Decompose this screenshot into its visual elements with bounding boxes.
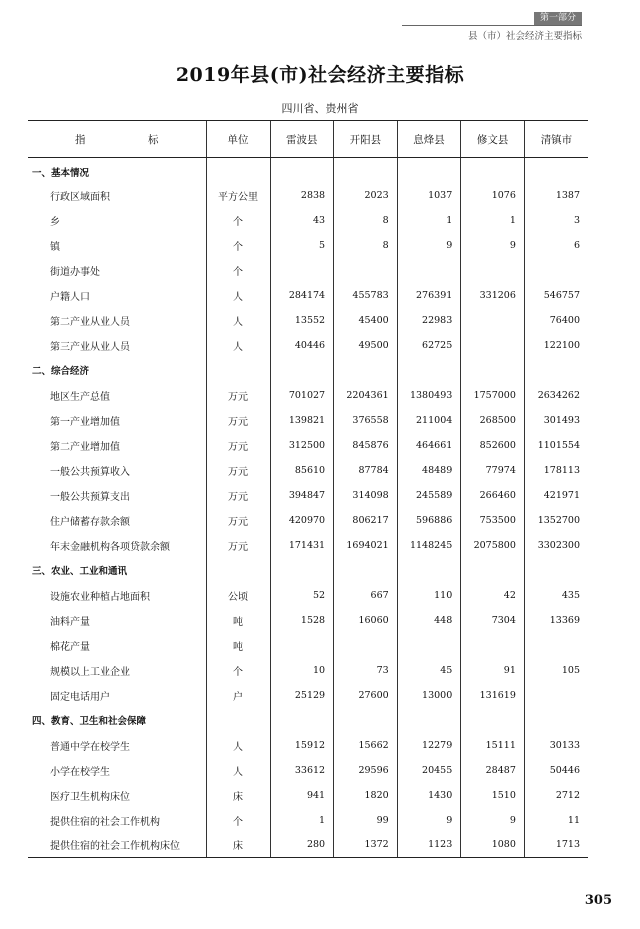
value-cell — [461, 633, 525, 658]
value-cell: 33612 — [270, 758, 334, 783]
value-cell: 7304 — [461, 608, 525, 633]
empty-cell — [461, 158, 525, 183]
value-cell: 13552 — [270, 308, 334, 333]
value-cell: 178113 — [524, 458, 588, 483]
empty-cell — [334, 158, 398, 183]
value-cell: 1430 — [397, 783, 461, 808]
value-cell: 1510 — [461, 783, 525, 808]
section-header-row — [28, 158, 588, 183]
table-row — [28, 658, 588, 683]
table-row — [28, 783, 588, 808]
indicator-name: 医疗卫生机构床位 — [50, 791, 130, 803]
value-cell — [270, 258, 334, 283]
column-header-county: 开阳县 — [334, 121, 398, 158]
table-row — [28, 683, 588, 708]
unit-cell: 床 — [206, 783, 270, 808]
value-cell: 52 — [270, 583, 334, 608]
value-cell: 5 — [270, 233, 334, 258]
value-cell — [334, 258, 398, 283]
empty-cell — [206, 158, 270, 183]
table-row — [28, 808, 588, 833]
unit-cell: 公顷 — [206, 583, 270, 608]
value-cell: 284174 — [270, 283, 334, 308]
empty-cell — [334, 558, 398, 583]
value-cell — [524, 683, 588, 708]
unit-cell: 人 — [206, 308, 270, 333]
value-cell — [524, 633, 588, 658]
value-cell: 27600 — [334, 683, 398, 708]
value-cell: 1123 — [397, 833, 461, 858]
value-cell: 376558 — [334, 408, 398, 433]
value-cell: 1 — [461, 208, 525, 233]
value-cell: 1 — [270, 808, 334, 833]
value-cell: 45 — [397, 658, 461, 683]
unit-cell: 人 — [206, 283, 270, 308]
column-header-unit: 单位 — [206, 121, 270, 158]
value-cell: 9 — [461, 233, 525, 258]
value-cell — [397, 633, 461, 658]
value-cell — [397, 258, 461, 283]
indicator-name: 提供住宿的社会工作机构床位 — [28, 833, 206, 858]
page-number: 305 — [584, 893, 612, 908]
unit-cell: 户 — [206, 683, 270, 708]
unit-cell: 人 — [206, 758, 270, 783]
section-heading: 四、教育、卫生和社会保障 — [32, 716, 147, 727]
value-cell: 845876 — [334, 433, 398, 458]
value-cell: 1080 — [461, 833, 525, 858]
value-cell: 701027 — [270, 383, 334, 408]
value-cell: 1372 — [334, 833, 398, 858]
value-cell — [461, 258, 525, 283]
indicator-name: 普通中学在校学生 — [50, 741, 130, 753]
empty-cell — [270, 358, 334, 383]
value-cell: 43 — [270, 208, 334, 233]
section-heading: 三、农业、工业和通讯 — [32, 566, 128, 577]
table-row — [28, 508, 588, 533]
empty-cell — [334, 358, 398, 383]
value-cell: 85610 — [270, 458, 334, 483]
empty-cell — [397, 358, 461, 383]
empty-cell — [397, 158, 461, 183]
value-cell — [461, 308, 525, 333]
value-cell: 806217 — [334, 508, 398, 533]
value-cell: 1820 — [334, 783, 398, 808]
value-cell: 280 — [270, 833, 334, 858]
indicator-name: 街道办事处 — [50, 266, 100, 278]
unit-cell: 万元 — [206, 458, 270, 483]
value-cell: 314098 — [334, 483, 398, 508]
value-cell: 421971 — [524, 483, 588, 508]
empty-cell — [461, 558, 525, 583]
value-cell: 455783 — [334, 283, 398, 308]
unit-cell: 万元 — [206, 408, 270, 433]
value-cell: 312500 — [270, 433, 334, 458]
value-cell: 420970 — [270, 508, 334, 533]
value-cell: 50446 — [524, 758, 588, 783]
value-cell: 2838 — [270, 183, 334, 208]
value-cell: 13369 — [524, 608, 588, 633]
indicator-name: 提供住宿的社会工作机构 — [50, 816, 160, 828]
value-cell: 45400 — [334, 308, 398, 333]
value-cell: 448 — [397, 608, 461, 633]
section-heading: 二、综合经济 — [32, 366, 90, 377]
value-cell: 435 — [524, 583, 588, 608]
value-cell: 2712 — [524, 783, 588, 808]
value-cell: 331206 — [461, 283, 525, 308]
unit-cell: 人 — [206, 333, 270, 358]
value-cell: 15662 — [334, 733, 398, 758]
value-cell: 29596 — [334, 758, 398, 783]
table-row — [28, 283, 588, 308]
table-row — [28, 333, 588, 358]
value-cell: 3302300 — [524, 533, 588, 558]
value-cell — [270, 633, 334, 658]
empty-cell — [524, 358, 588, 383]
value-cell: 1528 — [270, 608, 334, 633]
value-cell: 49500 — [334, 333, 398, 358]
empty-cell — [397, 708, 461, 733]
value-cell: 110 — [397, 583, 461, 608]
value-cell: 1101554 — [524, 433, 588, 458]
indicator-name: 第一产业增加值 — [50, 416, 120, 428]
column-header-county: 息烽县 — [397, 121, 461, 158]
section-header-row — [28, 708, 588, 733]
unit-cell: 个 — [206, 258, 270, 283]
value-cell: 91 — [461, 658, 525, 683]
empty-cell — [206, 358, 270, 383]
value-cell: 1380493 — [397, 383, 461, 408]
value-cell: 12279 — [397, 733, 461, 758]
indicator-name: 第二产业增加值 — [50, 441, 120, 453]
empty-cell — [524, 708, 588, 733]
value-cell: 87784 — [334, 458, 398, 483]
value-cell: 1352700 — [524, 508, 588, 533]
value-cell: 1037 — [397, 183, 461, 208]
value-cell: 1387 — [524, 183, 588, 208]
value-cell: 268500 — [461, 408, 525, 433]
table-row — [28, 483, 588, 508]
header-rule — [402, 25, 582, 26]
indicator-name: 第三产业从业人员 — [50, 341, 130, 353]
indicator-name: 设施农业种植占地面积 — [50, 591, 150, 603]
empty-cell — [206, 708, 270, 733]
value-cell: 276391 — [397, 283, 461, 308]
value-cell: 8 — [334, 208, 398, 233]
value-cell: 1713 — [524, 833, 588, 858]
value-cell — [334, 633, 398, 658]
table-row — [28, 433, 588, 458]
value-cell: 171431 — [270, 533, 334, 558]
value-cell: 464661 — [397, 433, 461, 458]
value-cell: 546757 — [524, 283, 588, 308]
value-cell: 941 — [270, 783, 334, 808]
table-body — [28, 158, 588, 858]
value-cell: 1148245 — [397, 533, 461, 558]
section-heading: 一、基本情况 — [32, 168, 90, 180]
section-header-row — [28, 558, 588, 583]
value-cell: 48489 — [397, 458, 461, 483]
value-cell: 2075800 — [461, 533, 525, 558]
table-row — [28, 458, 588, 483]
value-cell: 211004 — [397, 408, 461, 433]
indicator-name: 规模以上工业企业 — [50, 666, 130, 678]
value-cell: 122100 — [524, 333, 588, 358]
value-cell: 73 — [334, 658, 398, 683]
value-cell: 40446 — [270, 333, 334, 358]
table-row — [28, 758, 588, 783]
value-cell: 1694021 — [334, 533, 398, 558]
value-cell: 852600 — [461, 433, 525, 458]
running-section-title: 县（市）社会经济主要指标 — [467, 31, 582, 42]
indicator-name: 乡 — [50, 216, 60, 228]
unit-cell: 万元 — [206, 508, 270, 533]
unit-cell: 吨 — [206, 633, 270, 658]
empty-cell — [524, 558, 588, 583]
table-row — [28, 733, 588, 758]
value-cell: 77974 — [461, 458, 525, 483]
value-cell: 301493 — [524, 408, 588, 433]
section-header-row — [28, 358, 588, 383]
value-cell: 9 — [397, 808, 461, 833]
table-row — [28, 833, 588, 858]
value-cell: 99 — [334, 808, 398, 833]
value-cell: 16060 — [334, 608, 398, 633]
indicator-name: 棉花产量 — [50, 641, 90, 653]
table-row — [28, 258, 588, 283]
value-cell: 9 — [461, 808, 525, 833]
value-cell: 13000 — [397, 683, 461, 708]
unit-cell: 床 — [206, 833, 270, 858]
table-row — [28, 633, 588, 658]
unit-cell: 个 — [206, 208, 270, 233]
value-cell: 596886 — [397, 508, 461, 533]
value-cell: 20455 — [397, 758, 461, 783]
indicator-name: 地区生产总值 — [50, 391, 110, 403]
value-cell: 15111 — [461, 733, 525, 758]
table-row — [28, 308, 588, 333]
value-cell: 245589 — [397, 483, 461, 508]
value-cell: 105 — [524, 658, 588, 683]
indicator-name: 固定电话用户 — [50, 691, 110, 703]
value-cell: 11 — [524, 808, 588, 833]
table-header-row — [28, 121, 588, 158]
table-row — [28, 533, 588, 558]
value-cell: 667 — [334, 583, 398, 608]
indicator-name: 一般公共预算收入 — [50, 466, 130, 478]
indicator-name: 油料产量 — [50, 616, 90, 628]
value-cell: 6 — [524, 233, 588, 258]
indicator-name: 住户储蓄存款余额 — [50, 516, 130, 528]
table-row — [28, 233, 588, 258]
indicator-name: 小学在校学生 — [50, 766, 110, 778]
unit-cell: 万元 — [206, 483, 270, 508]
value-cell: 753500 — [461, 508, 525, 533]
column-header-county: 清镇市 — [524, 121, 588, 158]
indicator-name: 户籍人口 — [50, 291, 90, 303]
indicator-name: 第二产业从业人员 — [50, 316, 130, 328]
value-cell: 1 — [397, 208, 461, 233]
value-cell: 30133 — [524, 733, 588, 758]
value-cell: 131619 — [461, 683, 525, 708]
value-cell: 2204361 — [334, 383, 398, 408]
value-cell: 8 — [334, 233, 398, 258]
empty-cell — [524, 158, 588, 183]
value-cell: 10 — [270, 658, 334, 683]
indicators-table — [28, 120, 588, 858]
unit-cell: 万元 — [206, 433, 270, 458]
unit-cell: 万元 — [206, 533, 270, 558]
page-title: 2019年县(市)社会经济主要指标 — [175, 64, 465, 86]
unit-cell: 个 — [206, 808, 270, 833]
empty-cell — [270, 558, 334, 583]
value-cell: 62725 — [397, 333, 461, 358]
table-row — [28, 608, 588, 633]
value-cell: 9 — [397, 233, 461, 258]
table-subtitle: 四川省、贵州省 — [281, 102, 359, 115]
empty-cell — [334, 708, 398, 733]
value-cell: 139821 — [270, 408, 334, 433]
value-cell: 394847 — [270, 483, 334, 508]
value-cell — [461, 333, 525, 358]
column-header-indicator: 指 标 — [28, 121, 206, 158]
empty-cell — [270, 708, 334, 733]
column-header-county: 雷波县 — [270, 121, 334, 158]
indicator-name: 一般公共预算支出 — [50, 491, 130, 503]
table-row — [28, 383, 588, 408]
column-header-county: 修文县 — [461, 121, 525, 158]
table-row — [28, 408, 588, 433]
value-cell: 22983 — [397, 308, 461, 333]
value-cell: 25129 — [270, 683, 334, 708]
value-cell: 3 — [524, 208, 588, 233]
empty-cell — [397, 558, 461, 583]
value-cell: 2023 — [334, 183, 398, 208]
empty-cell — [270, 158, 334, 183]
empty-cell — [461, 708, 525, 733]
value-cell: 15912 — [270, 733, 334, 758]
unit-cell: 人 — [206, 733, 270, 758]
value-cell: 1076 — [461, 183, 525, 208]
unit-cell: 万元 — [206, 383, 270, 408]
value-cell: 2634262 — [524, 383, 588, 408]
table-row — [28, 583, 588, 608]
table-row — [28, 183, 588, 208]
value-cell — [524, 258, 588, 283]
part-label: 第一部分 — [534, 12, 582, 25]
empty-cell — [206, 558, 270, 583]
unit-cell: 个 — [206, 658, 270, 683]
indicator-name: 年末金融机构各项贷款余额 — [50, 541, 170, 553]
value-cell: 28487 — [461, 758, 525, 783]
unit-cell: 平方公里 — [206, 183, 270, 208]
value-cell: 266460 — [461, 483, 525, 508]
table-row — [28, 208, 588, 233]
unit-cell: 吨 — [206, 608, 270, 633]
value-cell: 1757000 — [461, 383, 525, 408]
indicator-name: 镇 — [50, 241, 60, 253]
value-cell: 76400 — [524, 308, 588, 333]
unit-cell: 个 — [206, 233, 270, 258]
empty-cell — [461, 358, 525, 383]
value-cell: 42 — [461, 583, 525, 608]
indicator-name: 行政区域面积 — [50, 191, 110, 203]
